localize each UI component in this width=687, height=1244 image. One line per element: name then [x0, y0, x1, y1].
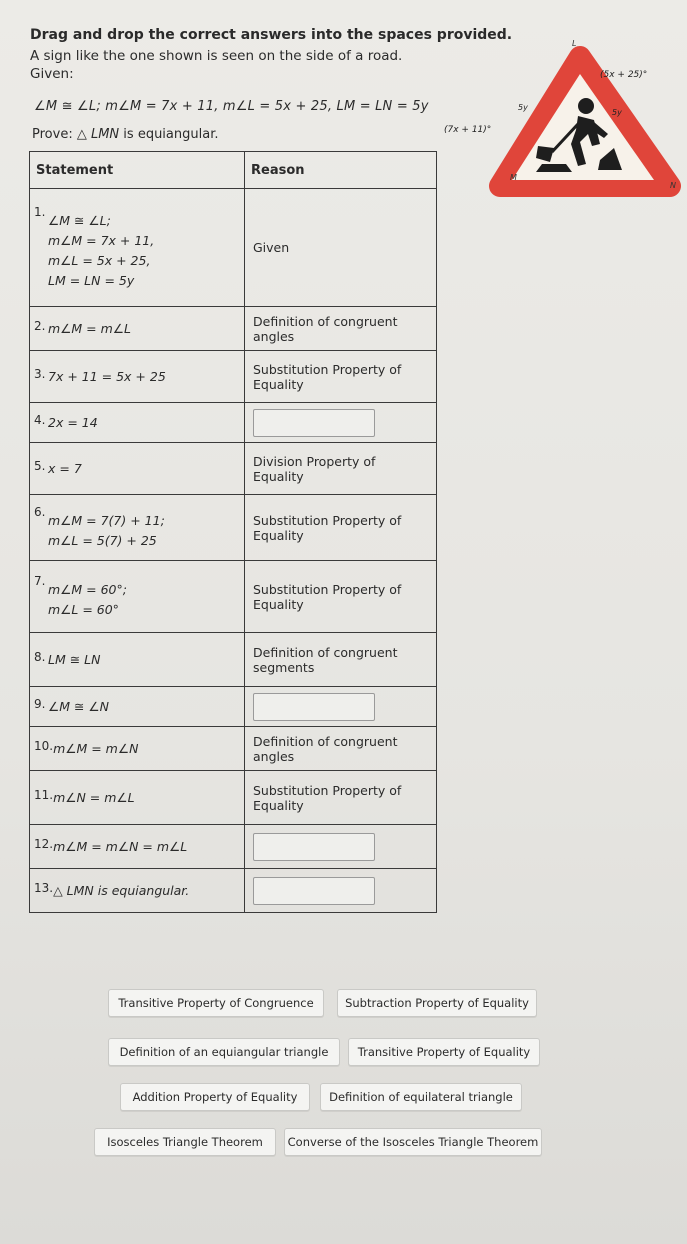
proof-row: [30, 443, 437, 495]
reason-text: Definition of congruent angles: [253, 733, 398, 764]
step-number: 10.: [34, 738, 54, 753]
reason-cell: [245, 771, 437, 825]
proof-row: [30, 561, 437, 633]
step-number: 13.: [34, 880, 54, 895]
statement-text: [48, 650, 100, 670]
answer-drop-slot[interactable]: [253, 409, 375, 437]
reason-cell: [245, 495, 437, 561]
answer-choice-chip[interactable]: Definition of an equiangular triangle: [108, 1038, 340, 1066]
reason-text: Definition of congruent segments: [253, 644, 398, 675]
proof-row: [30, 189, 437, 307]
proof-row: [30, 727, 437, 771]
reason-text: Division Property of Equality: [253, 453, 376, 484]
statement-cell: [30, 633, 245, 687]
statement-line: m∠M = m∠N: [53, 740, 139, 756]
step-number: 7.: [34, 573, 46, 588]
proof-row: [30, 869, 437, 913]
statement-cell: [30, 495, 245, 561]
vertex-n-label: N: [670, 181, 676, 190]
statement-cell: [30, 443, 245, 495]
proof-row: [30, 825, 437, 869]
reason-cell: [245, 561, 437, 633]
step-number: 11.: [34, 787, 54, 802]
proof-table: [29, 151, 437, 913]
statement-line: m∠M = m∠L: [48, 320, 131, 336]
statement-cell: [30, 771, 245, 825]
statement-cell: [30, 869, 245, 913]
statement-cell: [30, 727, 245, 771]
reason-cell: [245, 869, 437, 913]
problem-intro: A sign like the one shown is seen on the side of a road.: [30, 48, 403, 64]
proof-row: [30, 495, 437, 561]
statement-text: [53, 881, 189, 901]
reason-text: Substitution Property of Equality: [253, 361, 402, 392]
statement-text: [48, 413, 98, 433]
statement-header: Statement: [30, 152, 245, 189]
side-lm-label: 5y: [518, 103, 528, 112]
vertex-m-label: M: [510, 173, 517, 182]
prove-triangle: △ LMN: [76, 127, 120, 142]
given-label: Given:: [30, 66, 74, 82]
statement-line: △ LMN is equiangular.: [53, 882, 190, 898]
proof-row: [30, 351, 437, 403]
statement-text: [53, 837, 187, 857]
proof-row: [30, 687, 437, 727]
statement-line: m∠L = 60°: [48, 601, 119, 617]
reason-text: Definition of congruent angles: [253, 313, 398, 344]
statement-text: [48, 697, 109, 717]
angle-m-label: (7x + 11)°: [444, 125, 492, 135]
statement-cell: [30, 351, 245, 403]
statement-text: [48, 459, 82, 479]
step-number: 3.: [34, 366, 46, 381]
reason-text: Substitution Property of Equality: [253, 512, 402, 543]
answer-choice-chip[interactable]: Definition of equilateral triangle: [320, 1083, 522, 1111]
proof-row: [30, 307, 437, 351]
reason-cell: [245, 443, 437, 495]
proof-row: [30, 633, 437, 687]
answer-choice-chip[interactable]: Subtraction Property of Equality: [337, 989, 537, 1017]
step-number: 12.: [34, 836, 54, 851]
answer-choice-chip[interactable]: Isosceles Triangle Theorem: [94, 1128, 276, 1156]
step-number: 4.: [34, 412, 46, 427]
reason-cell: [245, 403, 437, 443]
reason-text: Substitution Property of Equality: [253, 581, 402, 612]
angle-l-label: (5x + 25)°: [600, 70, 648, 80]
statement-text: [48, 205, 154, 291]
statement-line: LM ≅ LN: [48, 651, 101, 667]
given-statement: ∠M ≅ ∠L; m∠M = 7x + 11, m∠L = 5x + 25, LM = LN = 5y: [34, 99, 429, 114]
statement-line: x = 7: [48, 460, 82, 476]
table-header-row: [30, 152, 437, 189]
prove-statement: [32, 127, 218, 142]
statement-line: m∠M = 7x + 11,: [48, 232, 155, 248]
step-number: 6.: [34, 504, 46, 519]
statement-text: [48, 319, 131, 339]
statement-line: 2x = 14: [48, 414, 98, 430]
reason-cell: [245, 825, 437, 869]
statement-cell: [30, 307, 245, 351]
statement-line: m∠L = 5x + 25,: [48, 252, 151, 268]
step-number: 2.: [34, 318, 46, 333]
reason-text: Substitution Property of Equality: [253, 782, 402, 813]
step-number: 1.: [34, 204, 46, 219]
prove-label: Prove:: [32, 127, 73, 142]
reason-cell: [245, 307, 437, 351]
statement-line: LM = LN = 5y: [48, 272, 135, 288]
side-ln-label: 5y: [612, 108, 622, 117]
statement-cell: [30, 687, 245, 727]
answer-choice-chip[interactable]: Converse of the Isosceles Triangle Theorem: [284, 1128, 542, 1156]
statement-line: m∠L = 5(7) + 25: [48, 532, 157, 548]
statement-line: m∠M = 7(7) + 11;: [48, 512, 165, 528]
statement-text: [48, 574, 127, 620]
vertex-l-label: L: [572, 39, 577, 48]
reason-cell: [245, 633, 437, 687]
reason-cell: [245, 189, 437, 307]
statement-cell: [30, 561, 245, 633]
answer-choice-chip[interactable]: Transitive Property of Equality: [348, 1038, 540, 1066]
answer-drop-slot[interactable]: [253, 693, 375, 721]
statement-text: [48, 367, 166, 387]
statement-line: m∠N = m∠L: [53, 789, 135, 805]
proof-body: [30, 189, 437, 913]
step-number: 5.: [34, 458, 46, 473]
prove-text: is equiangular.: [119, 127, 219, 142]
step-number: 9.: [34, 696, 46, 711]
statement-cell: [30, 825, 245, 869]
answer-choice-chip[interactable]: Addition Property of Equality: [120, 1083, 310, 1111]
reason-cell: [245, 351, 437, 403]
reason-text: Given: [253, 240, 290, 255]
reason-header: Reason: [245, 152, 437, 189]
proof-row: [30, 771, 437, 825]
statement-text: [53, 788, 135, 808]
statement-cell: [30, 189, 245, 307]
answer-choice-chip[interactable]: Transitive Property of Congruence: [108, 989, 324, 1017]
road-sign-figure: [444, 39, 686, 200]
statement-text: [48, 505, 165, 551]
answer-drop-slot[interactable]: [253, 877, 375, 905]
proof-row: [30, 403, 437, 443]
step-number: 8.: [34, 649, 46, 664]
statement-line: m∠M = 60°;: [48, 581, 127, 597]
statement-line: 7x + 11 = 5x + 25: [48, 368, 166, 384]
statement-line: ∠M ≅ ∠L;: [48, 212, 111, 228]
instruction-title: Drag and drop the correct answers into the spaces provided.: [30, 27, 513, 43]
statement-text: [53, 739, 138, 759]
answer-drop-slot[interactable]: [253, 833, 375, 861]
statement-cell: [30, 403, 245, 443]
reason-cell: [245, 727, 437, 771]
statement-line: m∠M = m∠N = m∠L: [53, 838, 188, 854]
statement-line: ∠M ≅ ∠N: [48, 698, 109, 714]
reason-cell: [245, 687, 437, 727]
